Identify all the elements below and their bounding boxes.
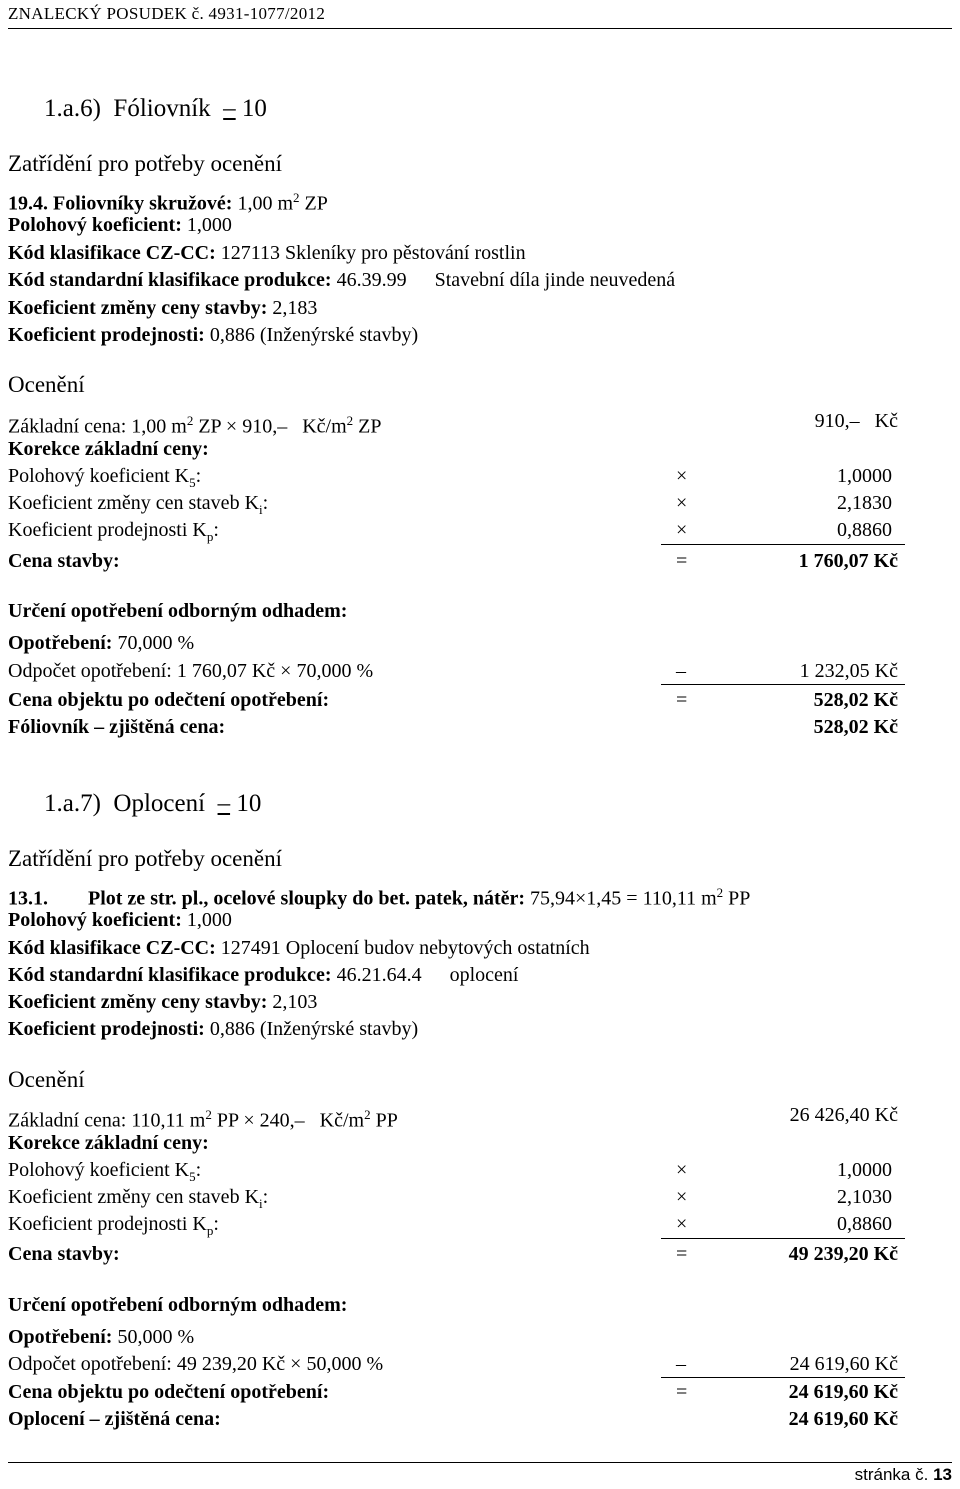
korekce-heading: Korekce základní ceny:: [8, 1132, 209, 1154]
times-sign: ×: [676, 1213, 688, 1235]
equals-sign: =: [676, 1243, 688, 1265]
ki-value: 2,1030: [837, 1186, 892, 1208]
page-header: ZNALECKÝ POSUDEK č. 4931-1077/2012: [8, 0, 952, 29]
odpocet-value: 24 619,60 Kč: [789, 1353, 898, 1375]
times-sign: ×: [676, 465, 688, 487]
ki-value: 2,1830: [837, 492, 892, 514]
korekce-heading: Korekce základní ceny:: [8, 438, 209, 460]
equals-sign: =: [676, 689, 688, 711]
times-sign: ×: [676, 519, 688, 541]
category-line: 13.1. Plot ze str. pl., ocelové sloupky do bet. patek, nátěr: 75,94×1,45 = 110,11 $m^2$ PP: [8, 885, 751, 910]
kp-line: Koeficient prodejnosti: 0,886 (Inženýrské stavby): [8, 324, 419, 346]
k5-label: Polohový koeficient $K_5$:: [8, 465, 202, 490]
odpocet-label: Odpočet opotřebení: 49 239,20 Kč × 50,000 %: [8, 1353, 384, 1375]
cena-objektu-value: 528,02 Kč: [813, 689, 898, 711]
divider: [661, 1377, 905, 1378]
ki-label: Koeficient změny cen staveb $K_i$:: [8, 1186, 269, 1211]
ksk-line: Kód standardní klasifikace produkce: 46.39.99 Stavební díla jinde neuvedená: [8, 269, 676, 291]
equals-sign: =: [676, 550, 688, 572]
kzc-line: Koeficient změny ceny stavby: 2,103: [8, 991, 318, 1013]
kp-value: 0,8860: [837, 1213, 892, 1235]
kp-label: Koeficient prodejnosti $K_p$:: [8, 1213, 219, 1238]
poloh-koef-line: Polohový koeficient: 1,000: [8, 214, 232, 236]
divider: [661, 684, 905, 685]
equals-sign: =: [676, 1381, 688, 1403]
zatrideni-heading: Zatřídění pro potřeby ocenění: [8, 151, 282, 176]
kp-label: Koeficient prodejnosti $K_p$:: [8, 519, 219, 544]
ki-label: Koeficient změny cen staveb $K_i$:: [8, 492, 269, 517]
minus-sign: –: [676, 660, 686, 682]
odpocet-value: 1 232,05 Kč: [799, 660, 898, 682]
times-sign: ×: [676, 492, 688, 514]
divider: [661, 1238, 905, 1239]
times-sign: ×: [676, 1159, 688, 1181]
section-title-foliovnik: 1.a.6) Fóliovník – 10: [44, 95, 267, 122]
zjistena-cena-label: Fóliovník – zjištěná cena:: [8, 716, 226, 738]
opotrebeni-line: Opotřebení: 50,000 %: [8, 1326, 195, 1348]
urceni-heading: Určení opotřebení odborným odhadem:: [8, 1294, 348, 1316]
kp-line: Koeficient prodejnosti: 0,886 (Inženýrské stavby): [8, 1018, 419, 1040]
k5-value: 1,0000: [837, 465, 892, 487]
cena-stavby-label: Cena stavby:: [8, 1243, 120, 1265]
zakladni-cena-value: 910,– Kč: [814, 410, 898, 432]
ksk-line: Kód standardní klasifikace produkce: 46.21.64.4 oplocení: [8, 964, 519, 986]
kp-value: 0,8860: [837, 519, 892, 541]
k5-label: Polohový koeficient $K_5$:: [8, 1159, 202, 1184]
k5-value: 1,0000: [837, 1159, 892, 1181]
minus-sign: –: [676, 1353, 686, 1375]
poloh-koef-line: Polohový koeficient: 1,000: [8, 909, 232, 931]
zjistena-cena-value: 24 619,60 Kč: [788, 1408, 898, 1430]
times-sign: ×: [676, 1186, 688, 1208]
cena-stavby-value: 1 760,07 Kč: [798, 550, 898, 572]
divider: [661, 544, 905, 545]
oceneni-heading: Ocenění: [8, 1067, 85, 1092]
zjistena-cena-value: 528,02 Kč: [813, 716, 898, 738]
cena-objektu-label: Cena objektu po odečtení opotřebení:: [8, 689, 330, 711]
kod-cz-cc-line: Kód klasifikace CZ-CC: 127113 Skleníky pro pěstování rostlin: [8, 242, 526, 264]
odpocet-label: Odpočet opotřebení: 1 760,07 Kč × 70,000 %: [8, 660, 374, 682]
oceneni-heading: Ocenění: [8, 372, 85, 397]
zakladni-cena-line: Základní cena: 110,11 $m^2$ PP × 240,– $Kč/m^2$ PP: [8, 1107, 398, 1132]
category-line: 19.4. Foliovníky skružové: 1,00 $m^2$ ZP: [8, 190, 328, 215]
zjistena-cena-label: Oplocení – zjištěná cena:: [8, 1408, 221, 1430]
cena-stavby-label: Cena stavby:: [8, 550, 120, 572]
zatrideni-heading: Zatřídění pro potřeby ocenění: [8, 846, 282, 871]
opotrebeni-line: Opotřebení: 70,000 %: [8, 632, 195, 654]
cena-objektu-label: Cena objektu po odečtení opotřebení:: [8, 1381, 330, 1403]
footer-rule: [8, 1462, 952, 1463]
kzc-line: Koeficient změny ceny stavby: 2,183: [8, 297, 318, 319]
zakladni-cena-line: Základní cena: 1,00 $m^2$ ZP × 910,– $Kč/m^2$ ZP: [8, 413, 382, 438]
zakladni-cena-value: 26 426,40 Kč: [789, 1104, 898, 1126]
cena-objektu-value: 24 619,60 Kč: [788, 1381, 898, 1403]
kod-cz-cc-line: Kód klasifikace CZ-CC: 127491 Oplocení budov nebytových ostatních: [8, 937, 590, 959]
section-title-oplocení: 1.a.7) Oplocení – 10: [44, 790, 262, 817]
page-footer: stránka č. 13: [854, 1465, 952, 1484]
cena-stavby-value: 49 239,20 Kč: [788, 1243, 898, 1265]
urceni-heading: Určení opotřebení odborným odhadem:: [8, 600, 348, 622]
